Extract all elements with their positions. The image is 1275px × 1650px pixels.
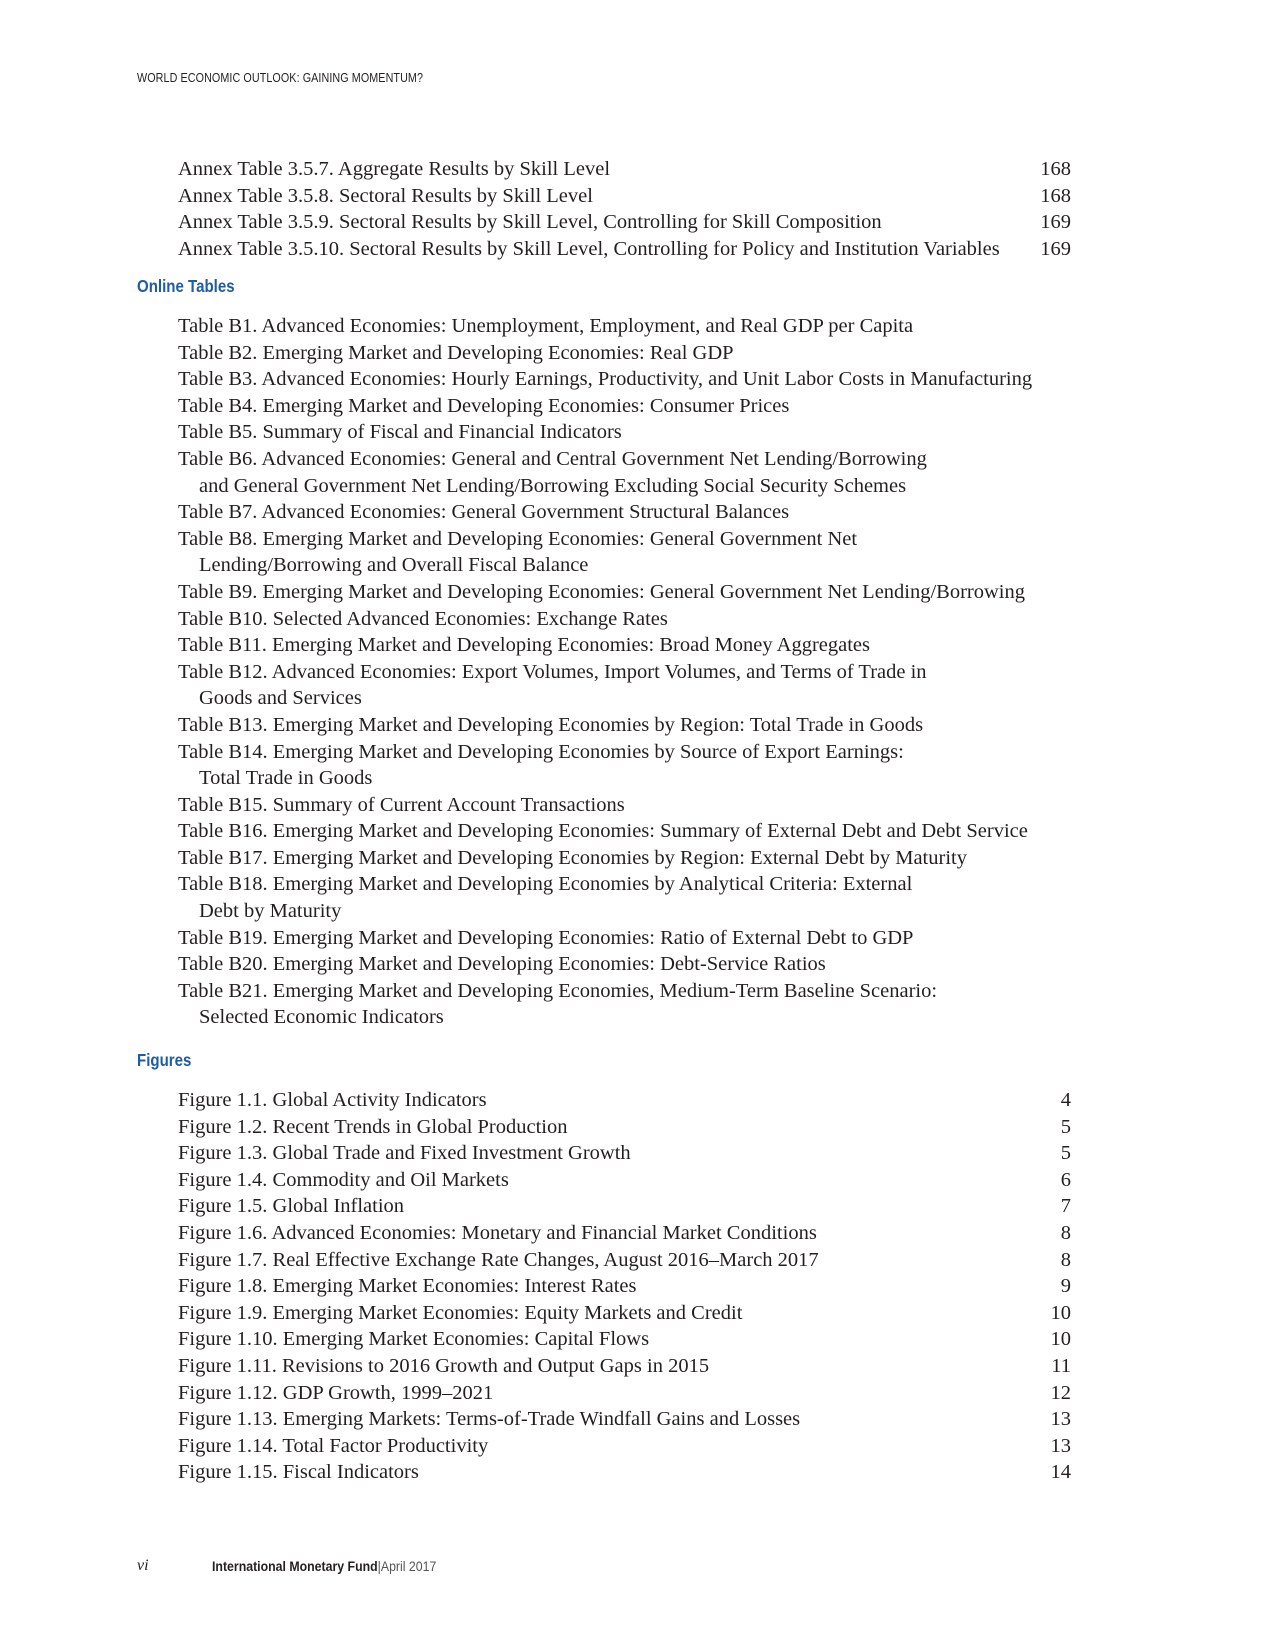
toc-entry-continuation[interactable]: Total Trade in Goods [199,767,373,790]
toc-entry-page: 169 [1040,237,1071,260]
toc-entry[interactable]: Table B11. Emerging Market and Developing Economies: Broad Money Aggregates [178,634,870,657]
toc-entry[interactable]: Table B15. Summary of Current Account Transactions [178,793,625,816]
toc-entry-title: Figure 1.5. Global Inflation [178,1195,405,1218]
toc-entry[interactable] [178,1220,1071,1247]
toc-entry[interactable] [178,1087,1071,1114]
toc-entry-page: 13 [1050,1408,1071,1431]
toc-entry-continuation[interactable]: Goods and Services [199,687,362,710]
toc-entry[interactable]: Table B9. Emerging Market and Developing Economies: General Government Net Lending/Borrowing [178,580,1026,603]
toc-entry[interactable]: Table B7. Advanced Economies: General Government Structural Balances [178,501,790,524]
toc-entry[interactable] [178,1114,1071,1141]
toc-entry[interactable]: Table B16. Emerging Market and Developing Economies: Summary of External Debt and Debt Service [178,820,1028,843]
toc-entry-page: 4 [1060,1089,1071,1111]
toc-entry[interactable]: Table B21. Emerging Market and Developing Economies, Medium-Term Baseline Scenario: [178,979,938,1002]
publisher-name: International Monetary Fund [212,1558,378,1574]
toc-entry-page: 9 [1060,1275,1071,1298]
toc-entry-page: 12 [1050,1381,1071,1404]
toc-entry[interactable]: Table B19. Emerging Market and Developing Economies: Ratio of External Debt to GDP [178,926,914,949]
toc-entry-title: Figure 1.4. Commodity and Oil Markets [178,1168,509,1191]
toc-entry[interactable]: Table B3. Advanced Economies: Hourly Earnings, Productivity, and Unit Labor Costs in Manufacturing [178,368,1033,391]
section-heading-online-tables: Online Tables [137,276,235,296]
toc-entry[interactable]: Table B13. Emerging Market and Developing Economies by Region: Total Trade in Goods [178,713,924,736]
toc-entry-page: 169 [1040,211,1071,234]
toc-entry[interactable]: Table B17. Emerging Market and Developing Economies by Region: External Debt by Maturity [178,846,967,869]
toc-entry-page: 6 [1060,1168,1071,1191]
toc-entry-title: Figure 1.1. Global Activity Indicators [178,1089,487,1111]
toc-entry[interactable] [178,1326,1071,1353]
toc-entry-title: Figure 1.3. Global Trade and Fixed Investment Growth [178,1142,631,1165]
toc-entry-page: 8 [1060,1248,1071,1271]
publication-info [212,1558,436,1574]
online-table-list [178,313,1071,1031]
toc-entry[interactable] [178,1247,1071,1274]
toc-entry-page: 168 [1040,184,1071,207]
toc-entry-page: 14 [1050,1461,1071,1484]
publication-date: April 2017 [380,1558,437,1574]
toc-entry-title: Figure 1.15. Fiscal Indicators [178,1461,419,1484]
toc-entry[interactable] [178,1459,1071,1486]
toc-entry-title: Figure 1.7. Real Effective Exchange Rate Changes, August 2016–March 2017 [178,1248,819,1271]
toc-entry[interactable] [178,1433,1071,1460]
toc-entry[interactable] [178,1380,1071,1407]
toc-entry[interactable]: Table B14. Emerging Market and Developing Economies by Source of Export Earnings: [178,740,904,763]
toc-entry[interactable] [178,1273,1071,1300]
toc-entry[interactable]: Table B8. Emerging Market and Developing Economies: General Government Net [178,527,858,550]
toc-entry[interactable]: Table B20. Emerging Market and Developing Economies: Debt-Service Ratios [178,953,826,976]
toc-entry-title: Figure 1.6. Advanced Economies: Monetary and Financial Market Conditions [178,1221,817,1244]
toc-entry[interactable]: Table B12. Advanced Economies: Export Volumes, Import Volumes, and Terms of Trade in [178,660,927,683]
toc-entry[interactable] [178,1193,1071,1220]
toc-entry[interactable] [178,183,1071,210]
toc-entry-continuation[interactable]: Selected Economic Indicators [199,1006,444,1029]
toc-entry[interactable] [178,1300,1071,1327]
section-heading-figures: Figures [137,1050,192,1070]
toc-entry[interactable]: Table B2. Emerging Market and Developing Economies: Real GDP [178,341,734,364]
annex-table-list [178,156,1071,262]
toc-entry-title: Figure 1.10. Emerging Market Economies: Capital Flows [178,1328,650,1351]
toc-entry-continuation[interactable]: and General Government Net Lending/Borrowing Excluding Social Security Schemes [199,474,907,497]
toc-entry-page: 13 [1050,1434,1071,1457]
toc-entry-title: Figure 1.2. Recent Trends in Global Production [178,1115,568,1138]
toc-entry[interactable]: Table B4. Emerging Market and Developing Economies: Consumer Prices [178,394,790,417]
toc-entry-title: Figure 1.11. Revisions to 2016 Growth and Output Gaps in 2015 [178,1354,710,1377]
toc-entry-title: Figure 1.13. Emerging Markets: Terms-of-Trade Windfall Gains and Losses [178,1408,801,1431]
toc-entry[interactable]: Table B18. Emerging Market and Developing Economies by Analytical Criteria: External [178,873,913,896]
toc-entry[interactable] [178,1140,1071,1167]
figure-list [178,1087,1071,1486]
toc-entry-page: 10 [1050,1301,1071,1324]
toc-entry[interactable]: Table B1. Advanced Economies: Unemployment, Employment, and Real GDP per Capita [178,315,914,337]
toc-entry[interactable] [178,1406,1071,1433]
running-header: WORLD ECONOMIC OUTLOOK: GAINING MOMENTUM? [137,71,424,85]
toc-entry-page: 5 [1060,1142,1071,1165]
toc-entry[interactable]: Table B10. Selected Advanced Economies: Exchange Rates [178,607,668,630]
toc-entry[interactable] [178,1167,1071,1194]
toc-entry-page: 5 [1060,1115,1071,1138]
toc-entry-continuation[interactable]: Debt by Maturity [199,900,342,923]
toc-entry[interactable] [178,236,1071,263]
toc-entry-title: Figure 1.14. Total Factor Productivity [178,1434,489,1457]
toc-entry-page: 10 [1050,1328,1071,1351]
toc-entry-page: 168 [1040,158,1071,180]
toc-entry-title: Annex Table 3.5.10. Sectoral Results by Skill Level, Controlling for Policy and Institution Variables [178,237,1000,260]
toc-entry-title: Annex Table 3.5.8. Sectoral Results by Skill Level [178,184,593,207]
toc-entry-title: Annex Table 3.5.7. Aggregate Results by Skill Level [178,158,611,180]
toc-entry-title: Figure 1.9. Emerging Market Economies: Equity Markets and Credit [178,1301,743,1324]
toc-entry-page: 11 [1051,1354,1071,1377]
toc-entry-title: Figure 1.8. Emerging Market Economies: Interest Rates [178,1275,637,1298]
toc-entry[interactable] [178,209,1071,236]
toc-entry[interactable]: Table B6. Advanced Economies: General and Central Government Net Lending/Borrowing [178,447,927,470]
footer-separator: | [377,1558,381,1574]
toc-entry[interactable] [178,1353,1071,1380]
toc-entry-continuation[interactable]: Lending/Borrowing and Overall Fiscal Balance [199,554,589,577]
toc-entry-title: Figure 1.12. GDP Growth, 1999–2021 [178,1381,494,1404]
page-folio: vi [137,1557,149,1574]
toc-entry[interactable] [178,156,1071,183]
toc-entry-page: 7 [1060,1195,1071,1218]
toc-entry-title: Annex Table 3.5.9. Sectoral Results by Skill Level, Controlling for Skill Composition [178,211,882,234]
toc-entry[interactable]: Table B5. Summary of Fiscal and Financial Indicators [178,421,622,444]
toc-entry-page: 8 [1060,1221,1071,1244]
